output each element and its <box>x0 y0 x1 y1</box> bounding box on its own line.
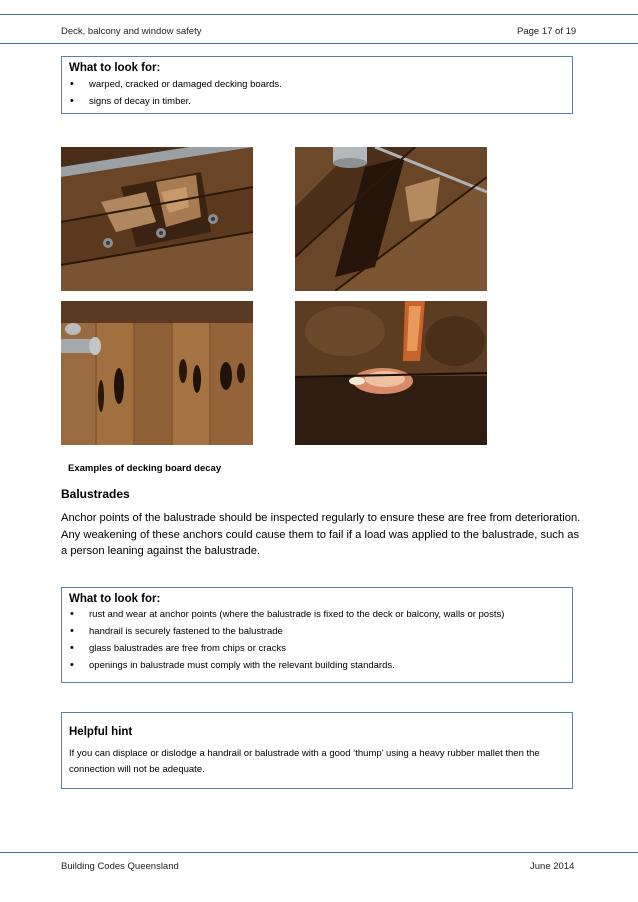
section-heading-balustrades: Balustrades <box>61 487 130 501</box>
decay-photo-3 <box>61 301 253 445</box>
header-rule-bottom <box>0 43 638 44</box>
photo-caption: Examples of decking board decay <box>68 463 222 474</box>
decay-photo-2 <box>295 147 487 291</box>
look-for-list <box>62 76 564 110</box>
list-item: • signs of decay in timber. <box>62 93 564 110</box>
helpful-hint-box <box>61 712 573 789</box>
look-for-box-decking <box>61 56 573 114</box>
list-item: • warped, cracked or damaged decking boards. <box>62 76 564 93</box>
hint-title: Helpful hint <box>69 726 133 738</box>
decay-photo-1 <box>61 147 253 291</box>
footer-date: June 2014 <box>530 861 575 872</box>
look-for-list <box>62 606 564 674</box>
look-for-title: What to look for: <box>69 593 161 605</box>
list-item: • handrail is securely fastened to the balustrade <box>62 623 564 640</box>
list-item: • rust and wear at anchor points (where the balustrade is fixed to the deck or balcony, walls or posts) <box>62 606 564 623</box>
list-item: • openings in balustrade must comply with the relevant building standards. <box>62 657 564 674</box>
header-doc-title: Deck, balcony and window safety <box>61 26 202 37</box>
look-for-title: What to look for: <box>69 62 161 74</box>
look-for-box-balustrades <box>61 587 573 683</box>
hint-text: If you can displace or dislodge a handrail or balustrade with a good ‘thump’ using a heavy rubber mallet then the connection will not be adequate. <box>69 748 540 775</box>
header-rule-top <box>0 14 638 15</box>
decay-photo-4 <box>295 301 487 445</box>
list-item: • glass balustrades are free from chips or cracks <box>62 640 564 657</box>
footer-org: Building Codes Queensland <box>61 861 179 872</box>
balustrades-paragraph: Anchor points of the balustrade should be inspected regularly to ensure these are free from deterioration. Any weakening of these anchors could cause them to fail if a load was applied to the balustrade, such as a person leaning against the balustrade. <box>61 512 581 557</box>
header-page-number: Page 17 of 19 <box>517 26 577 37</box>
footer-rule <box>0 852 638 853</box>
